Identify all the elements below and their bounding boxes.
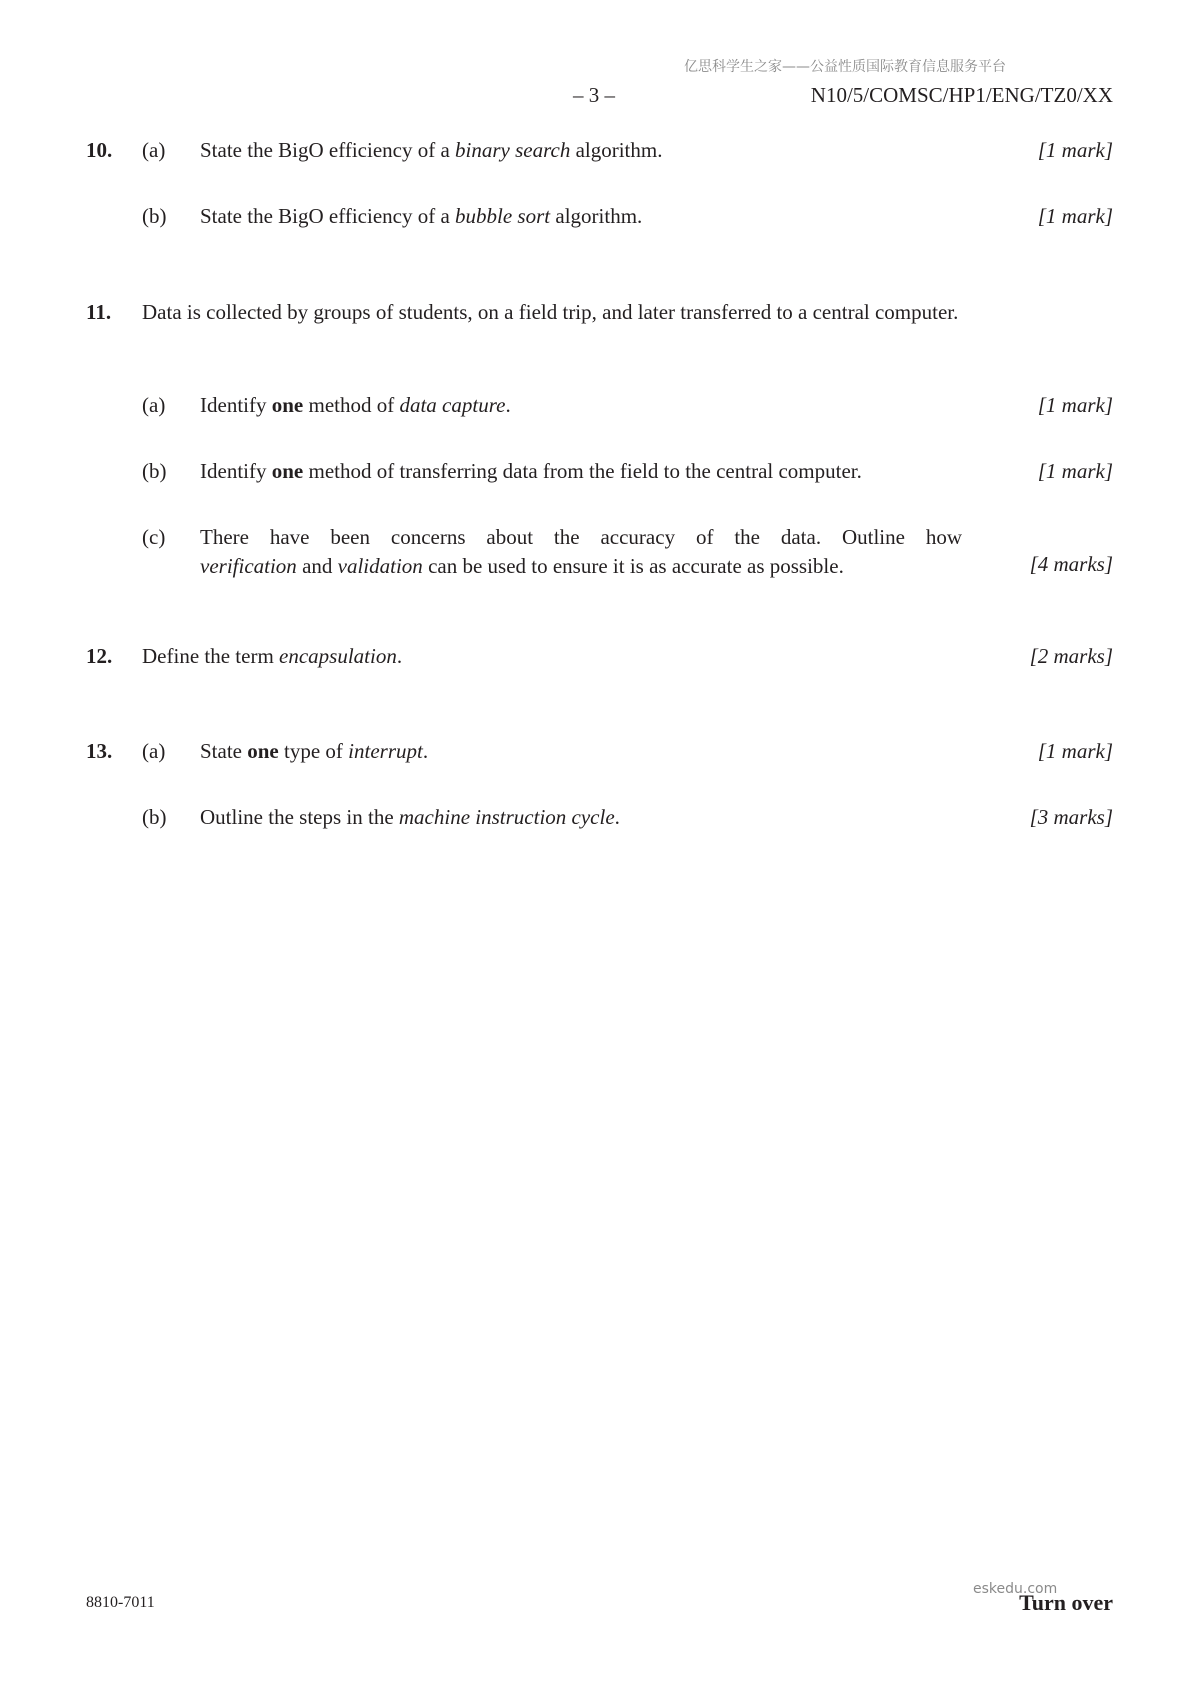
question-11c-label: (c) <box>142 525 166 549</box>
question-11c-line-2: verification and validation can be used to ensure it is as accurate as possible. <box>200 554 844 578</box>
question-13a-label: (a) <box>142 739 166 763</box>
question-12-marks: [2 marks] <box>1029 644 1113 668</box>
question-11c-marks: [4 marks] <box>1029 552 1113 576</box>
question-12-number: 12. <box>86 644 113 668</box>
watermark-header: 亿思科学生之家——公益性质国际教育信息服务平台 <box>684 59 1006 75</box>
question-11c-text <box>200 523 962 581</box>
turn-over: Turn over <box>1019 1590 1113 1615</box>
question-10a-marks: [1 mark] <box>1037 138 1113 162</box>
question-11-intro: Data is collected by groups of students, on a field trip, and later transferred to a central computer. <box>142 300 959 324</box>
question-13-number: 13. <box>86 739 113 763</box>
question-11b-label: (b) <box>142 459 167 483</box>
question-10b-marks: [1 mark] <box>1037 204 1113 228</box>
question-10b-label: (b) <box>142 204 167 228</box>
question-11b-marks: [1 mark] <box>1037 459 1113 483</box>
question-11a-text: Identify one method of data capture. <box>200 393 511 417</box>
question-10-number: 10. <box>86 138 113 162</box>
question-11-number: 11. <box>86 300 112 324</box>
question-12-text: Define the term encapsulation. <box>142 644 403 668</box>
question-10a-label: (a) <box>142 138 166 162</box>
page-number: – 3 – <box>573 83 615 107</box>
question-13b-marks: [3 marks] <box>1029 805 1113 829</box>
question-13b-label: (b) <box>142 805 167 829</box>
question-13a-text: State one type of interrupt. <box>200 739 429 763</box>
question-10b-text: State the BigO efficiency of a bubble sort algorithm. <box>200 204 643 228</box>
watermark-footer: eskedu.com <box>973 1581 1058 1597</box>
exam-code: N10/5/COMSC/HP1/ENG/TZ0/XX <box>810 83 1113 107</box>
question-11a-label: (a) <box>142 393 166 417</box>
question-11b-text: Identify one method of transferring data from the field to the central computer. <box>200 459 862 483</box>
question-10a-text: State the BigO efficiency of a binary search algorithm. <box>200 138 663 162</box>
question-11a-marks: [1 mark] <box>1037 393 1113 417</box>
question-13a-marks: [1 mark] <box>1037 739 1113 763</box>
footer-code: 8810-7011 <box>86 1594 155 1611</box>
question-11c-line-1: There have been concerns about the accuracy of the data. Outline how <box>200 525 962 549</box>
question-13b-text: Outline the steps in the machine instruction cycle. <box>200 805 620 829</box>
